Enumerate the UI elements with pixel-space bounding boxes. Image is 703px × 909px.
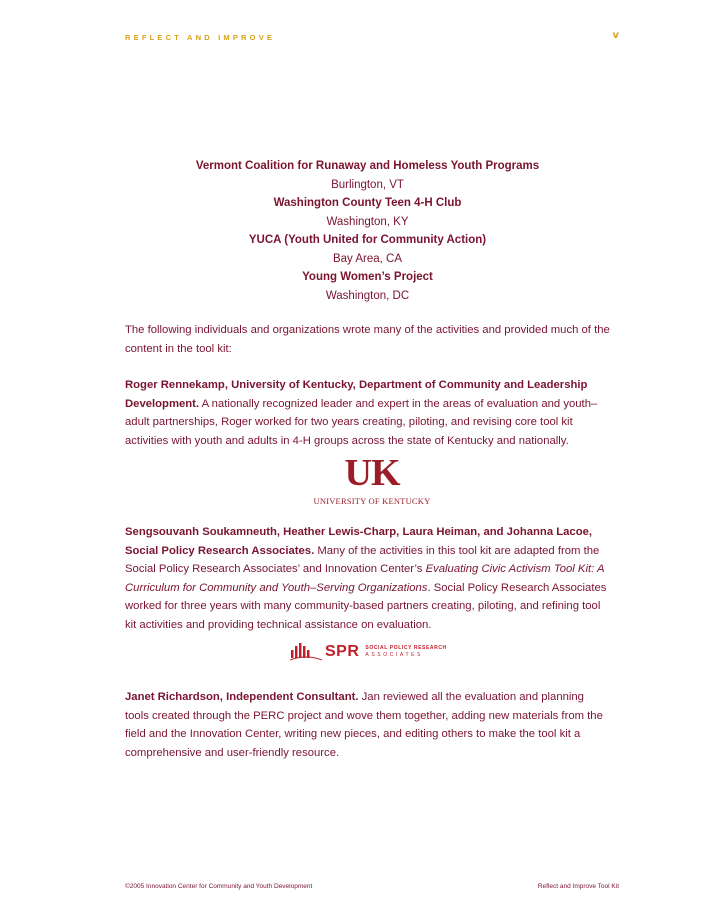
spr-logo-line1: SOCIAL POLICY RESEARCH <box>365 645 447 651</box>
org-location: Bay Area, CA <box>332 252 403 265</box>
org-location: Burlington, VT <box>331 178 404 191</box>
org-name: YUCA (Youth United for Community Action) <box>248 234 487 246</box>
spr-logo-line2: ASSOCIATES <box>365 652 423 658</box>
spr-logo <box>290 640 460 664</box>
footer-copyright: ©2005 Innovation Center for Community and Youth Development <box>125 883 313 890</box>
uk-logo-letters: UK <box>344 452 400 494</box>
contributor-name: Sengsouvanh Soukamneuth, Heather Lewis-Charp, Laura Heiman, and Johanna Lacoe, Social Policy Research Associates. <box>125 526 593 557</box>
intro-paragraph: The following individuals and organizations wrote many of the activities and provided much of the content in the tool kit: <box>125 324 610 355</box>
organization-list <box>125 157 610 305</box>
org-name: Young Women’s Project <box>302 271 433 283</box>
contributor-description: Jan reviewed all the evaluation and planning tools created through the PERC project and wove them together, adding new materials from the field and the Innovation Center, writing new pieces, and editing others to make the tool kit a comprehensive and user-friendly resource. <box>125 691 603 759</box>
contributor-roger-paragraph <box>125 376 610 450</box>
spr-logo-text <box>365 645 446 659</box>
org-name: Vermont Coalition for Runaway and Homeless Youth Programs <box>195 160 540 172</box>
contributor-description: Many of the activities in this tool kit are adapted from the Social Policy Research Associates’ and Innovation Center’s <box>125 544 600 575</box>
org-name: Washington County Teen 4-H Club <box>273 197 462 209</box>
contributor-janet-paragraph <box>125 688 610 762</box>
footer-title: Reflect and Improve Tool Kit <box>537 883 619 890</box>
contributor-description: A nationally recognized leader and expert in the areas of evaluation and youth–adult partnerships, Roger worked for two years creating, piloting, and revising core tool kit activities with youth and adults in 4-H groups across the state of Kentucky and nationally. <box>125 397 598 447</box>
publication-title: Evaluating Civic Activism Tool Kit: A Curriculum for Community and Youth–Serving Organizations <box>125 563 605 594</box>
uk-logo-name: UNIVERSITY OF KENTUCKY <box>313 496 431 506</box>
org-location: Washington, DC <box>325 289 410 302</box>
spr-bars-icon <box>290 642 322 662</box>
contributor-spr-paragraph <box>125 523 610 634</box>
running-head: REFLECT AND IMPROVE <box>125 33 276 42</box>
page-number: v <box>612 30 619 41</box>
contributor-description-cont: . Social Policy Research Associates worked for three years with many community-based partners creating, piloting, and refining tool kit activities and providing technical assistance on evaluation. <box>125 581 607 631</box>
uk-logo <box>302 454 442 510</box>
contributor-name: Janet Richardson, Independent Consultant. <box>125 691 359 703</box>
org-location: Washington, KY <box>326 215 409 228</box>
spr-logo-letters: SPR <box>325 643 360 660</box>
contributor-name: Roger Rennekamp, University of Kentucky, Department of Community and Leadership Development. <box>125 379 588 410</box>
